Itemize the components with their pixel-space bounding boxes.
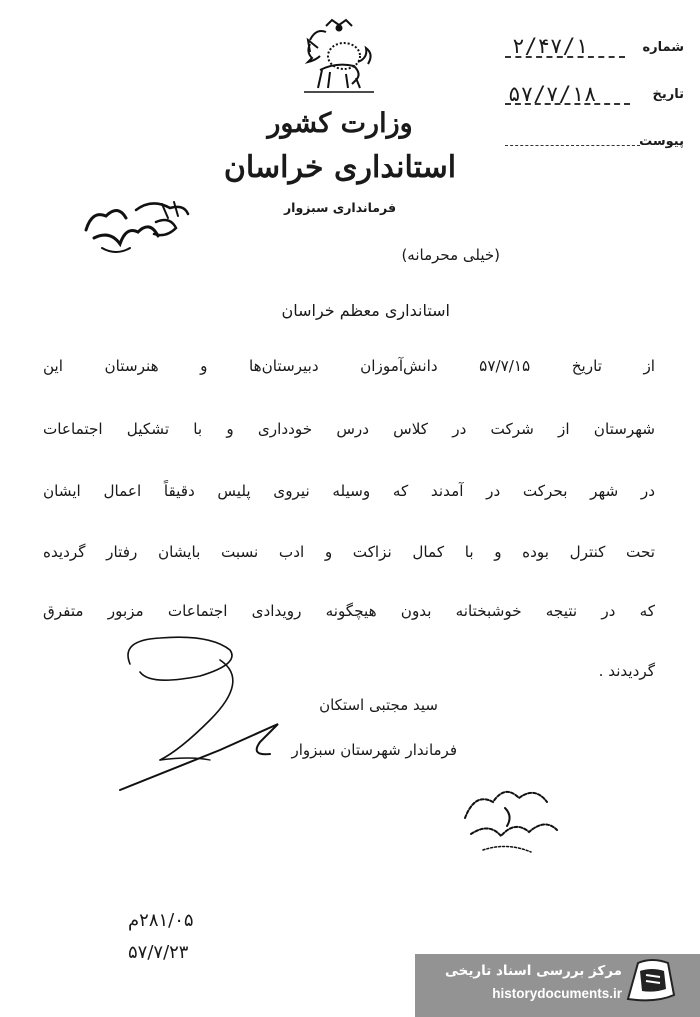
watermark-url: historydocuments.ir bbox=[492, 986, 622, 1001]
province-office-name: استانداری خراسان bbox=[223, 150, 457, 185]
watermark-name: مرکز بررسی اسناد تاریخی bbox=[444, 963, 622, 979]
date-label: تاریخ bbox=[652, 87, 684, 102]
emblem-lion-sun-icon bbox=[296, 18, 382, 98]
date-value: ۵۷/۷/۱۸ bbox=[508, 82, 597, 106]
body-line-2: شهرستان از شرکت در کلاس درس خودداری و با تشکیل اجتماعات bbox=[43, 420, 655, 438]
attachment-rule bbox=[505, 145, 640, 146]
office-stamp bbox=[66, 190, 194, 272]
classification-label: (خیلی محرمانه) bbox=[401, 246, 500, 264]
addressee: استانداری معظم خراسان bbox=[281, 301, 450, 320]
number-label: شماره bbox=[642, 40, 684, 55]
handwritten-reference-number: ۲۸۱/۰۵م bbox=[128, 910, 194, 931]
body-line-6: گردیدند . bbox=[598, 662, 655, 680]
handwritten-signature bbox=[100, 620, 330, 800]
body-line-3: در شهر بحرکت در آمدند که وسیله نیروی پلیس دقیقاً اعمال ایشان bbox=[43, 482, 655, 500]
signatory-title: فرماندار شهرستان سبزوار bbox=[291, 741, 457, 759]
handwritten-reference-date: ۵۷/۷/۲۳ bbox=[128, 942, 189, 963]
body-line-5: که در نتیجه خوشبختانه بدون هیچگونه رویدادی اجتماعات مزبور متفرق bbox=[43, 602, 655, 620]
number-rule bbox=[505, 56, 625, 58]
archive-logo-icon bbox=[622, 955, 680, 1005]
number-value: ۲/۴۷/۱ bbox=[512, 34, 588, 58]
date-rule bbox=[505, 103, 630, 105]
signatory-name: سید مجتبی استکان bbox=[319, 696, 438, 714]
body-line-4: تحت کنترل بوده و با کمال نزاکت و ادب نسبت بایشان رفتار گردیده bbox=[43, 543, 655, 561]
ministry-name: وزارت کشور bbox=[267, 108, 413, 139]
county-office-name: فرمانداری سبزوار bbox=[283, 200, 397, 215]
attachment-label: پیوست bbox=[639, 134, 684, 149]
body-line-1: از تاریخ ۵۷/۷/۱۵ دانش‌آموزان دبیرستان‌ها و هنرستان این bbox=[43, 357, 655, 375]
received-stamp bbox=[455, 772, 567, 862]
